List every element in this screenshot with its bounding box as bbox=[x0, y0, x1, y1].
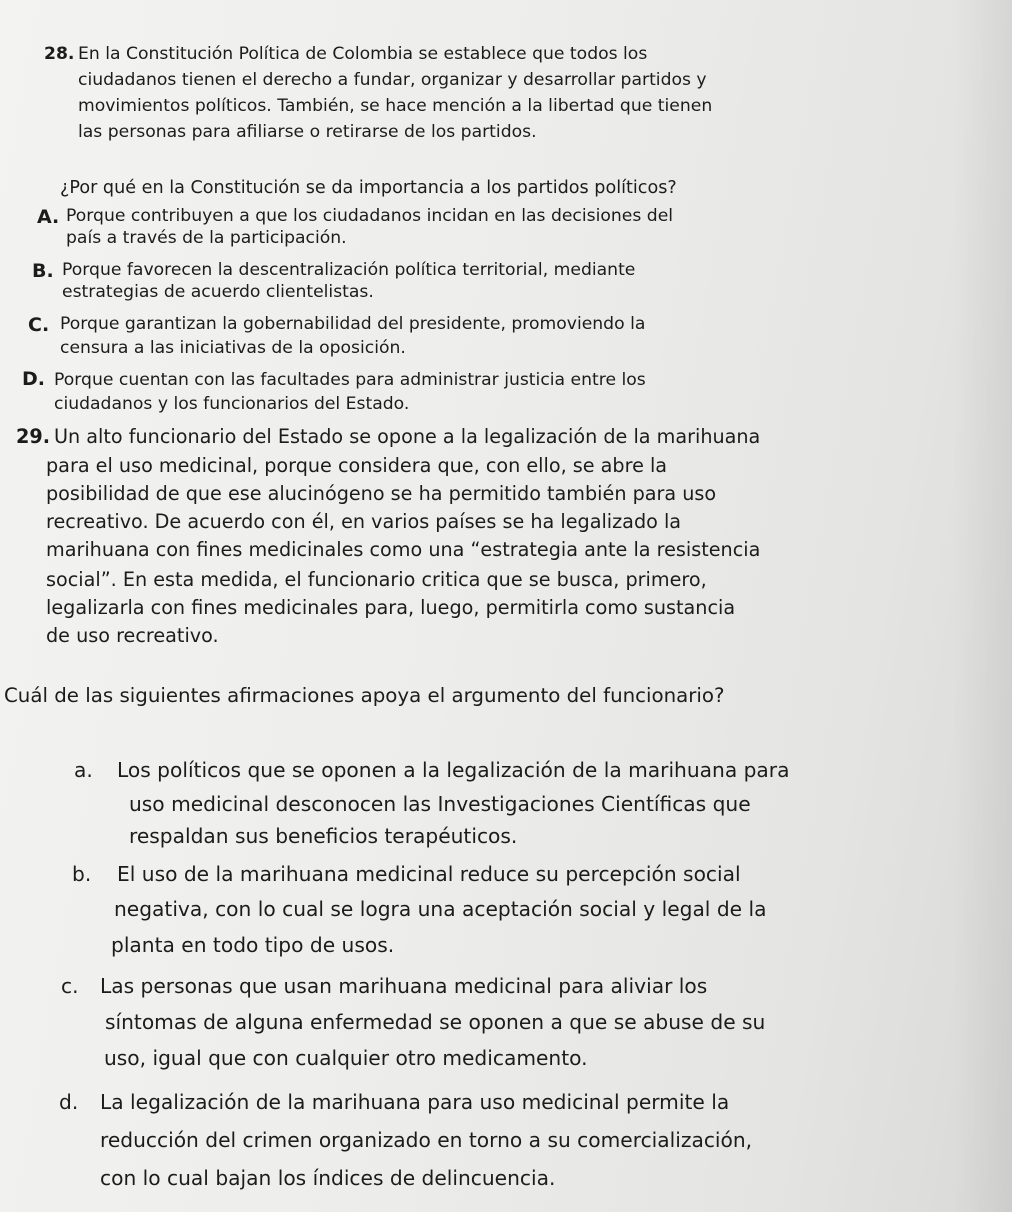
question-number: 29. bbox=[16, 425, 50, 448]
option-letter: a. bbox=[74, 758, 93, 782]
question-text-line: movimientos políticos. También, se hace mención a la libertad que tienen bbox=[78, 96, 713, 116]
option-text-line: uso medicinal desconocen las Investigaciones Científicas que bbox=[129, 792, 751, 816]
option-letter: b. bbox=[72, 862, 92, 886]
question-text-line: las personas para afiliarse o retirarse de los partidos. bbox=[78, 122, 537, 142]
option-text-line: con lo cual bajan los índices de delincuencia. bbox=[100, 1166, 556, 1190]
option-text-line: Porque cuentan con las facultades para administrar justicia entre los bbox=[54, 370, 646, 390]
option-text-line: El uso de la marihuana medicinal reduce su percepción social bbox=[117, 862, 741, 886]
option-text-line: Los políticos que se oponen a la legalización de la marihuana para bbox=[117, 758, 790, 782]
question-text-line: para el uso medicinal, porque considera que, con ello, se abre la bbox=[46, 454, 668, 477]
page-shadow bbox=[952, 0, 1012, 1212]
option-text-line: país a través de la participación. bbox=[66, 228, 347, 248]
option-letter: D. bbox=[22, 368, 45, 390]
question-stem: Cuál de las siguientes afirmaciones apoya el argumento del funcionario? bbox=[4, 684, 725, 707]
option-text-line: La legalización de la marihuana para uso medicinal permite la bbox=[100, 1090, 730, 1114]
option-letter: c. bbox=[61, 974, 79, 998]
question-text-line: En la Constitución Política de Colombia se establece que todos los bbox=[78, 44, 648, 64]
option-letter: B. bbox=[32, 260, 54, 282]
option-text-line: síntomas de alguna enfermedad se oponen a que se abuse de su bbox=[105, 1010, 766, 1034]
option-text-line: ciudadanos y los funcionarios del Estado. bbox=[54, 394, 410, 414]
option-text-line: respaldan sus beneficios terapéuticos. bbox=[129, 824, 518, 848]
question-text-line: recreativo. De acuerdo con él, en varios países se ha legalizado la bbox=[46, 510, 682, 533]
question-text-line: posibilidad de que ese alucinógeno se ha permitido también para uso bbox=[46, 482, 717, 505]
option-text-line: Porque garantizan la gobernabilidad del presidente, promoviendo la bbox=[60, 314, 646, 334]
option-text-line: estrategias de acuerdo clientelistas. bbox=[62, 282, 374, 302]
question-text-line: marihuana con fines medicinales como una “estrategia ante la resistencia bbox=[46, 538, 761, 561]
option-text-line: Porque contribuyen a que los ciudadanos incidan en las decisiones del bbox=[66, 206, 674, 226]
option-text-line: planta en todo tipo de usos. bbox=[111, 933, 395, 957]
option-text-line: uso, igual que con cualquier otro medicamento. bbox=[104, 1046, 588, 1070]
question-text-line: ciudadanos tienen el derecho a fundar, organizar y desarrollar partidos y bbox=[78, 70, 707, 90]
question-text-line: de uso recreativo. bbox=[46, 624, 219, 647]
question-text-line: legalizarla con fines medicinales para, luego, permitirla como sustancia bbox=[46, 596, 736, 619]
question-text-line: Un alto funcionario del Estado se opone a la legalización de la marihuana bbox=[54, 425, 761, 448]
option-text-line: Porque favorecen la descentralización política territorial, mediante bbox=[62, 260, 636, 280]
option-text-line: reducción del crimen organizado en torno a su comercialización, bbox=[100, 1128, 753, 1152]
option-text-line: negativa, con lo cual se logra una aceptación social y legal de la bbox=[114, 897, 767, 921]
option-letter: d. bbox=[59, 1090, 79, 1114]
option-letter: C. bbox=[28, 314, 50, 336]
option-text-line: Las personas que usan marihuana medicinal para aliviar los bbox=[100, 974, 708, 998]
question-stem: ¿Por qué en la Constitución se da importancia a los partidos políticos? bbox=[60, 178, 677, 198]
question-text-line: social”. En esta medida, el funcionario critica que se busca, primero, bbox=[46, 568, 707, 591]
option-letter: A. bbox=[37, 206, 60, 228]
option-text-line: censura a las iniciativas de la oposición. bbox=[60, 338, 406, 358]
question-number: 28. bbox=[44, 44, 75, 64]
